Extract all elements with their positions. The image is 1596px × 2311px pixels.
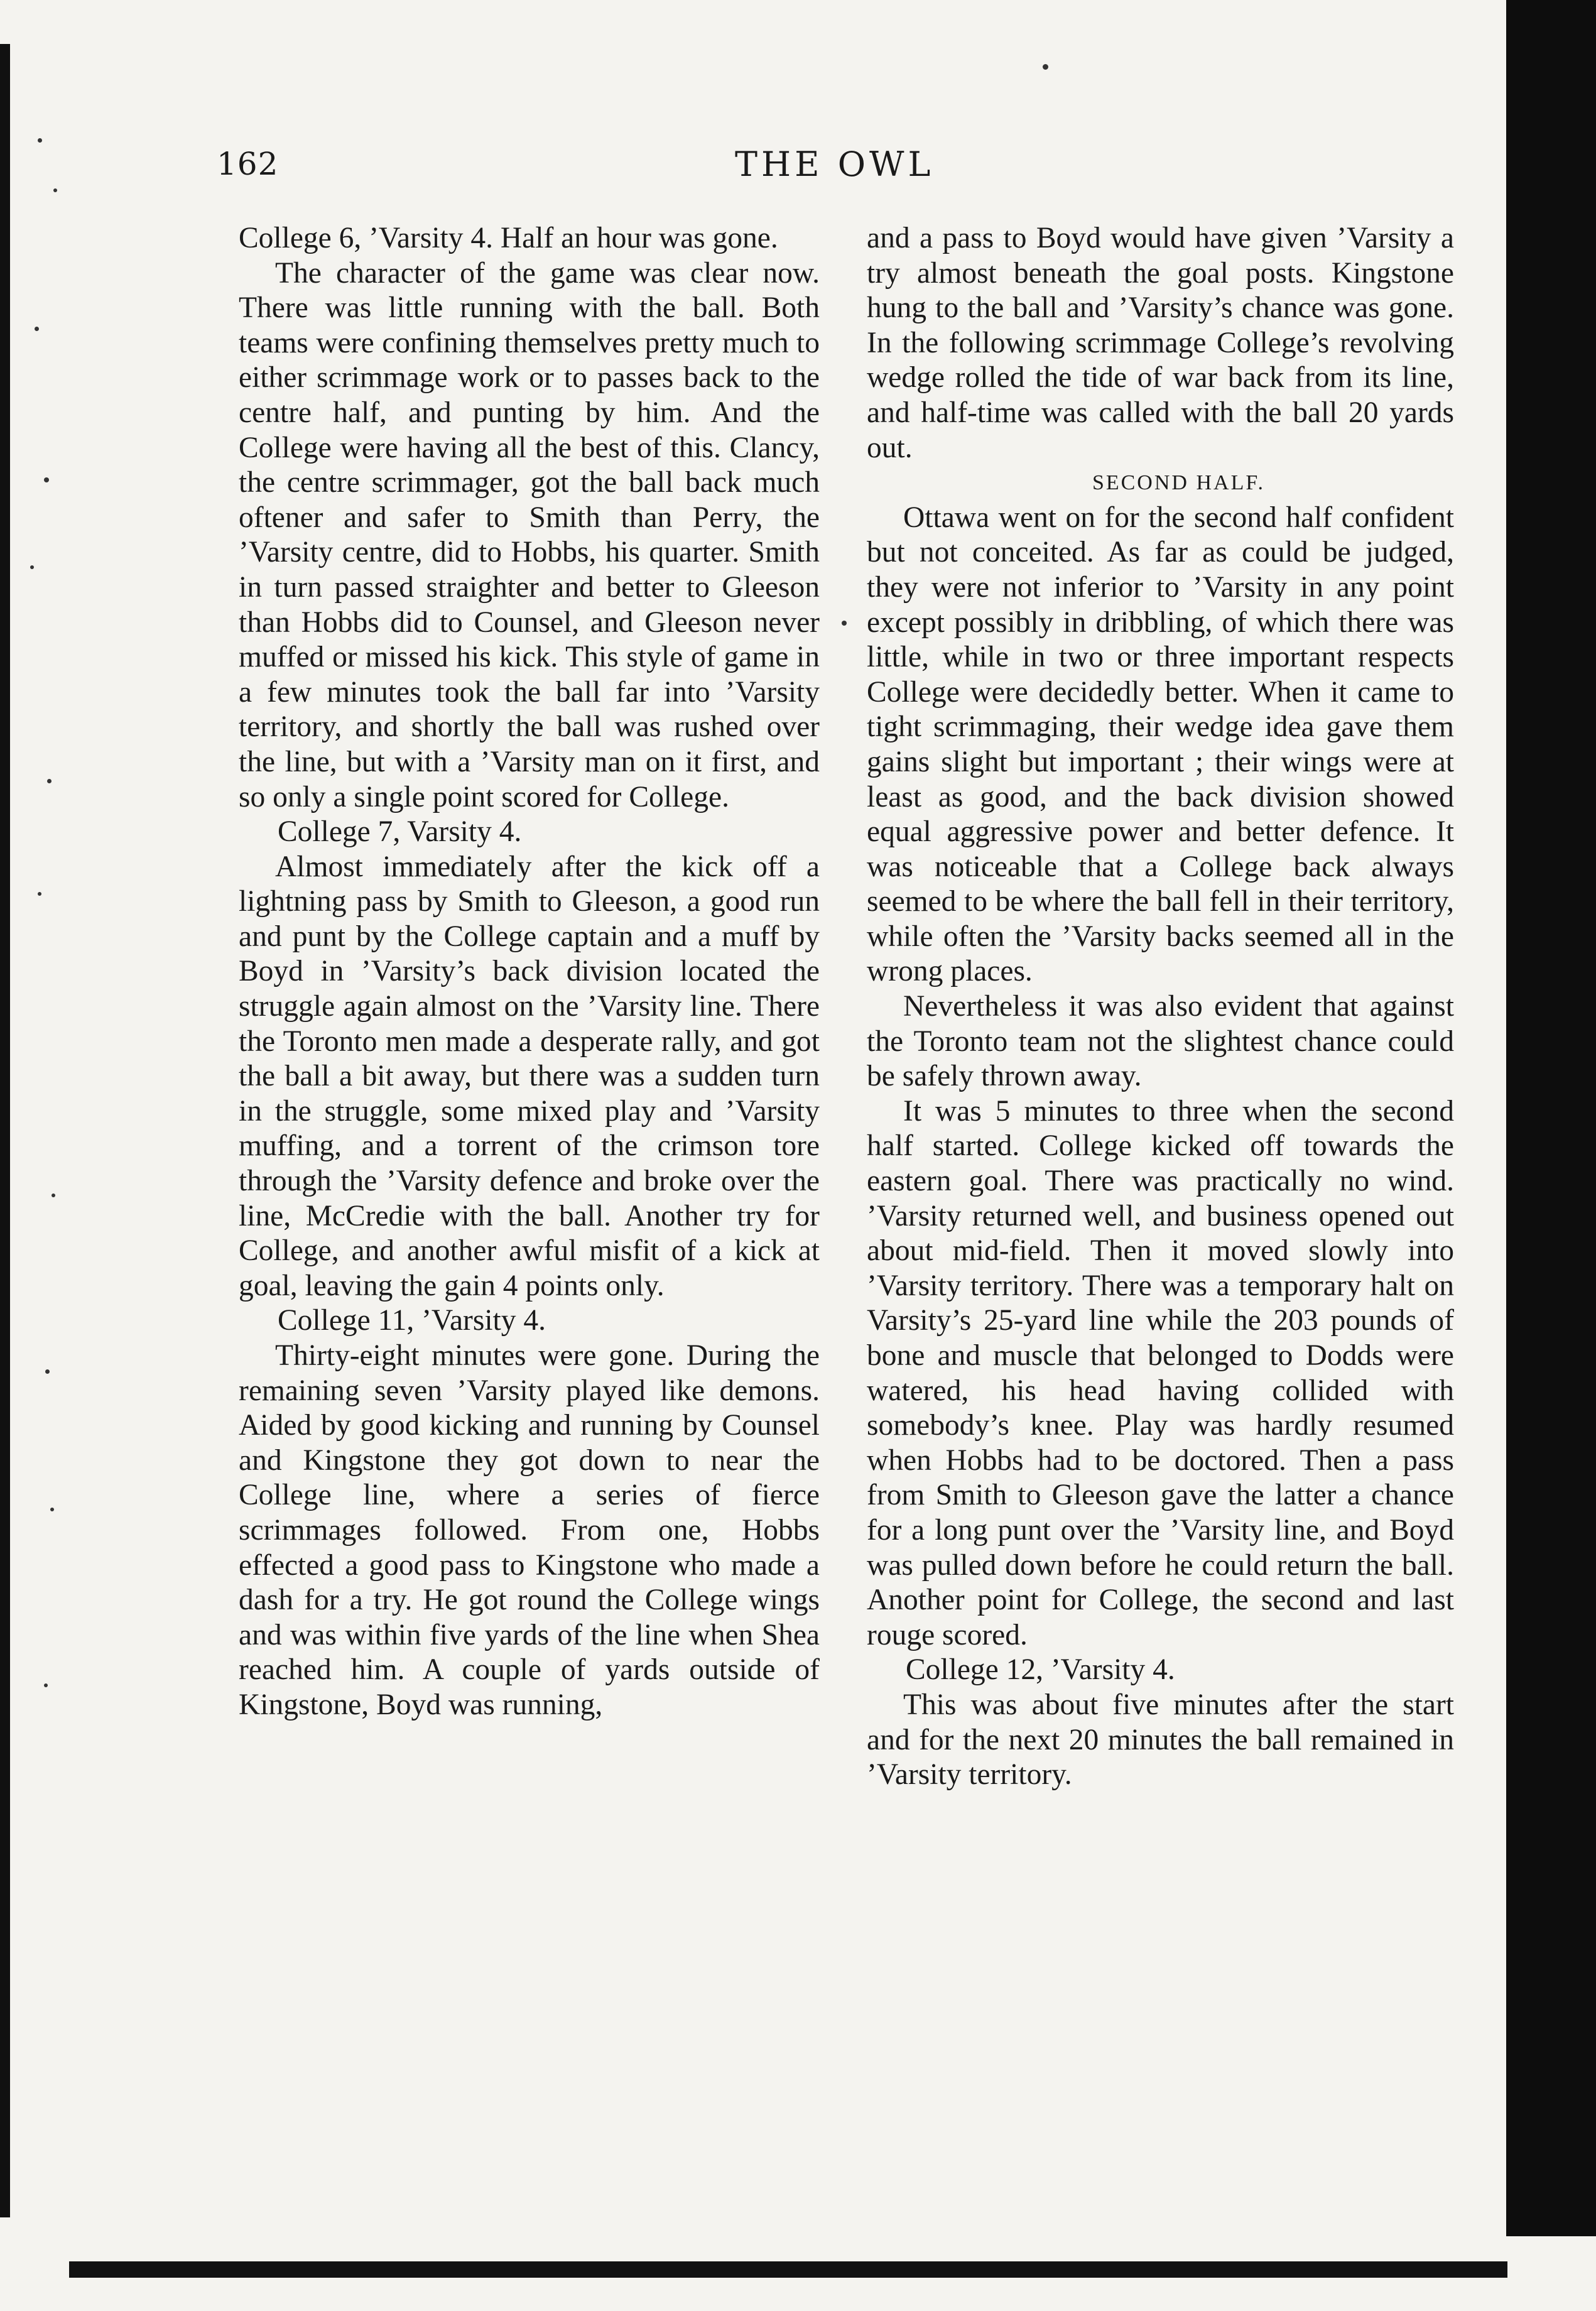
page-number: 162 [217,146,279,182]
paragraph: Ottawa went on for the second half confident but not conceited. As far as could be judged, they were not inferior to ’Varsity in any point except possibly in dribbling, of which there was little, while in two or three important respects College were decidedly better. When it came to tight scrimmaging, their wedge idea gave them gains slight but important ; their wings were at least as good, and the back division showed equal aggressive power and better defence. It was noticeable that a College back always seemed to be where the ball fell in their territory, while often the ’Varsity backs seemed all in the wrong places. [867,501,1454,988]
scan-edge-right [1506,0,1596,2236]
right-column [867,221,1454,1793]
score-line: College 6, ’Varsity 4. Half an hour was gone. [239,222,778,254]
left-column [239,221,820,1723]
score-line: College 11, ’Varsity 4. [278,1304,546,1337]
paragraph: This was about five minutes after the start and for the next 20 minutes the ball remained in ’Varsity territory. [867,1688,1454,1792]
paragraph: Thirty-eight minutes were gone. During the remaining seven ’Varsity played like demons. Aided by good kicking and running by Counsel and Kingstone they got down to near the College line, where a series of fierce scrimmages followed. From one, Hobbs effected a good pass to Kingstone who made a dash for a try. He got round the College wings and was within five yards of the line when Shea reached him. A couple of yards outside of Kingstone, Boyd was running, [239,1339,820,1721]
scan-edge-bottom [69,2261,1507,2278]
paragraph: It was 5 minutes to three when the second half started. College kicked off towards the eastern goal. There was practically no wind. ’Varsity returned well, and business opened out about mid-field. Then it moved slowly into ’Varsity territory. There was a temporary halt on Varsity’s 25-yard line while the 203 pounds of bone and muscle that belonged to Dodds were watered, his head having collided with somebody’s knee. Play was hardly resumed when Hobbs had to be doctored. Then a pass from Smith to Gleeson gave the latter a chance for a long punt over the ’Varsity line, and Boyd was pulled down before he could return the ball. Another point for College, the second and last rouge scored. [867,1094,1454,1651]
paragraph: Nevertheless it was also evident that against the Toronto team not the slightest chance could be safely thrown away. [867,990,1454,1093]
running-title: THE OWL [735,144,935,184]
paragraph: and a pass to Boyd would have given ’Varsity a try almost beneath the goal posts. Kingstone hung to the ball and ’Varsity’s chance was gone. In the following scrimmage College’s revolving wedge rolled the tide of war back from its line, and half-time was called with the ball 20 yards out. [867,222,1454,464]
paragraph: Almost immediately after the kick off a lightning pass by Smith to Gleeson, a good run and punt by the College captain and a muff by Boyd in ’Varsity’s back division located the struggle again almost on the ’Varsity line. There the Toronto men made a desperate rally, and got the ball a bit away, but there was a sudden turn in the struggle, some mixed play and ’Varsity muffing, and a torrent of the crimson tore through the ’Varsity defence and broke over the line, McCredie with the ball. Another try for College, and another awful misfit of a kick at goal, leaving the gain 4 points only. [239,850,820,1302]
score-line: College 12, ’Varsity 4. [906,1653,1175,1687]
section-heading: SECOND HALF. [1092,471,1266,495]
scan-edge-left [0,44,10,2217]
score-line: College 7, Varsity 4. [278,815,522,849]
paragraph: The character of the game was clear now. There was little running with the ball. Both teams were confining themselves pretty much to either scrimmage work or to passes back to the centre half, and punting by him. And the College were having all the best of this. Clancy, the centre scrimmager, got the ball back much oftener and safer to Smith than Perry, the ’Varsity centre, did to Hobbs, his quarter. Smith in turn passed straighter and better to Gleeson than Hobbs did to Counsel, and Gleeson never muffed or missed his kick. This style of game in a few minutes took the ball far into ’Varsity territory, and shortly the ball was rushed over the line, but with a ’Varsity man on it first, and so only a single point scored for College. [239,256,820,813]
